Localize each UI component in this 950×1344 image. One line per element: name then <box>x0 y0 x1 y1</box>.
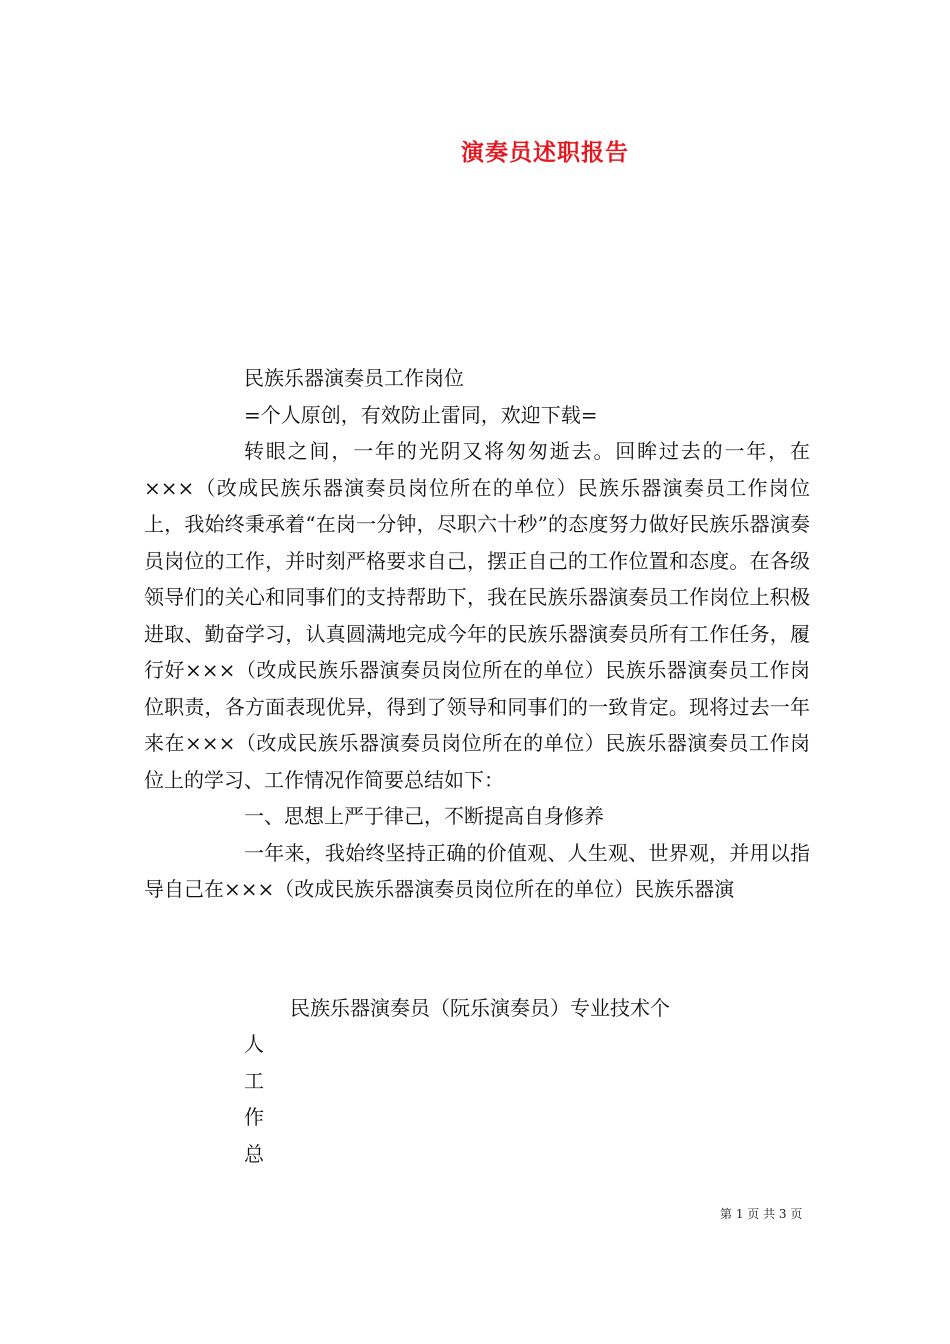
page-footer: 第 1 页 共 3 页 <box>720 1207 803 1221</box>
paragraph-section-1: 一年来，我始终坚持正确的价值观、人生观、世界观，并用以指导自己在×××（改成民族乐器演奏员岗位所在的单位）民族乐器演 <box>144 840 810 901</box>
document-body <box>144 360 810 908</box>
paragraph-intro: 转眼之间，一年的光阴又将匆匆逝去。回眸过去的一年，在×××（改成民族乐器演奏员岗位所在的单位）民族乐器演奏员工作岗位上，我始终秉承着“在岗一分钟，尽职六十秒”的态度努力做好民族乐器演奏员岗位的工作，并时刻严格要求自己，摆正自己的工作位置和态度。在各级领导们的关心和同事们的支持帮助下，我在民族乐器演奏员工作岗位上积极进取、勤奋学习，认真圆满地完成今年的民族乐器演奏员所有工作任务，履行好×××（改成民族乐器演奏员岗位所在的单位）民族乐器演奏员工作岗位职责，各方面表现优异，得到了领导和同事们的一致肯定。现将过去一年来在×××（改成民族乐器演奏员岗位所在的单位）民族乐器演奏员工作岗位上的学习、工作情况作简要总结如下： <box>144 439 810 792</box>
section-heading-1: 一、思想上严于律己，不断提高自身修养 <box>244 804 604 828</box>
document-title: 演奏员述职报告 <box>461 139 629 166</box>
paragraph-original-notice: =个人原创，有效防止雷同，欢迎下载= <box>244 402 598 427</box>
vertical-char: 人 <box>244 1032 264 1056</box>
subtitle-line: 民族乐器演奏员（阮乐演奏员）专业技术个 <box>290 996 670 1020</box>
paragraph-position: 民族乐器演奏员工作岗位 <box>244 366 464 390</box>
vertical-char: 作 <box>244 1105 264 1129</box>
vertical-text <box>244 1026 268 1172</box>
vertical-char: 总 <box>244 1141 264 1166</box>
vertical-char: 工 <box>244 1068 264 1093</box>
